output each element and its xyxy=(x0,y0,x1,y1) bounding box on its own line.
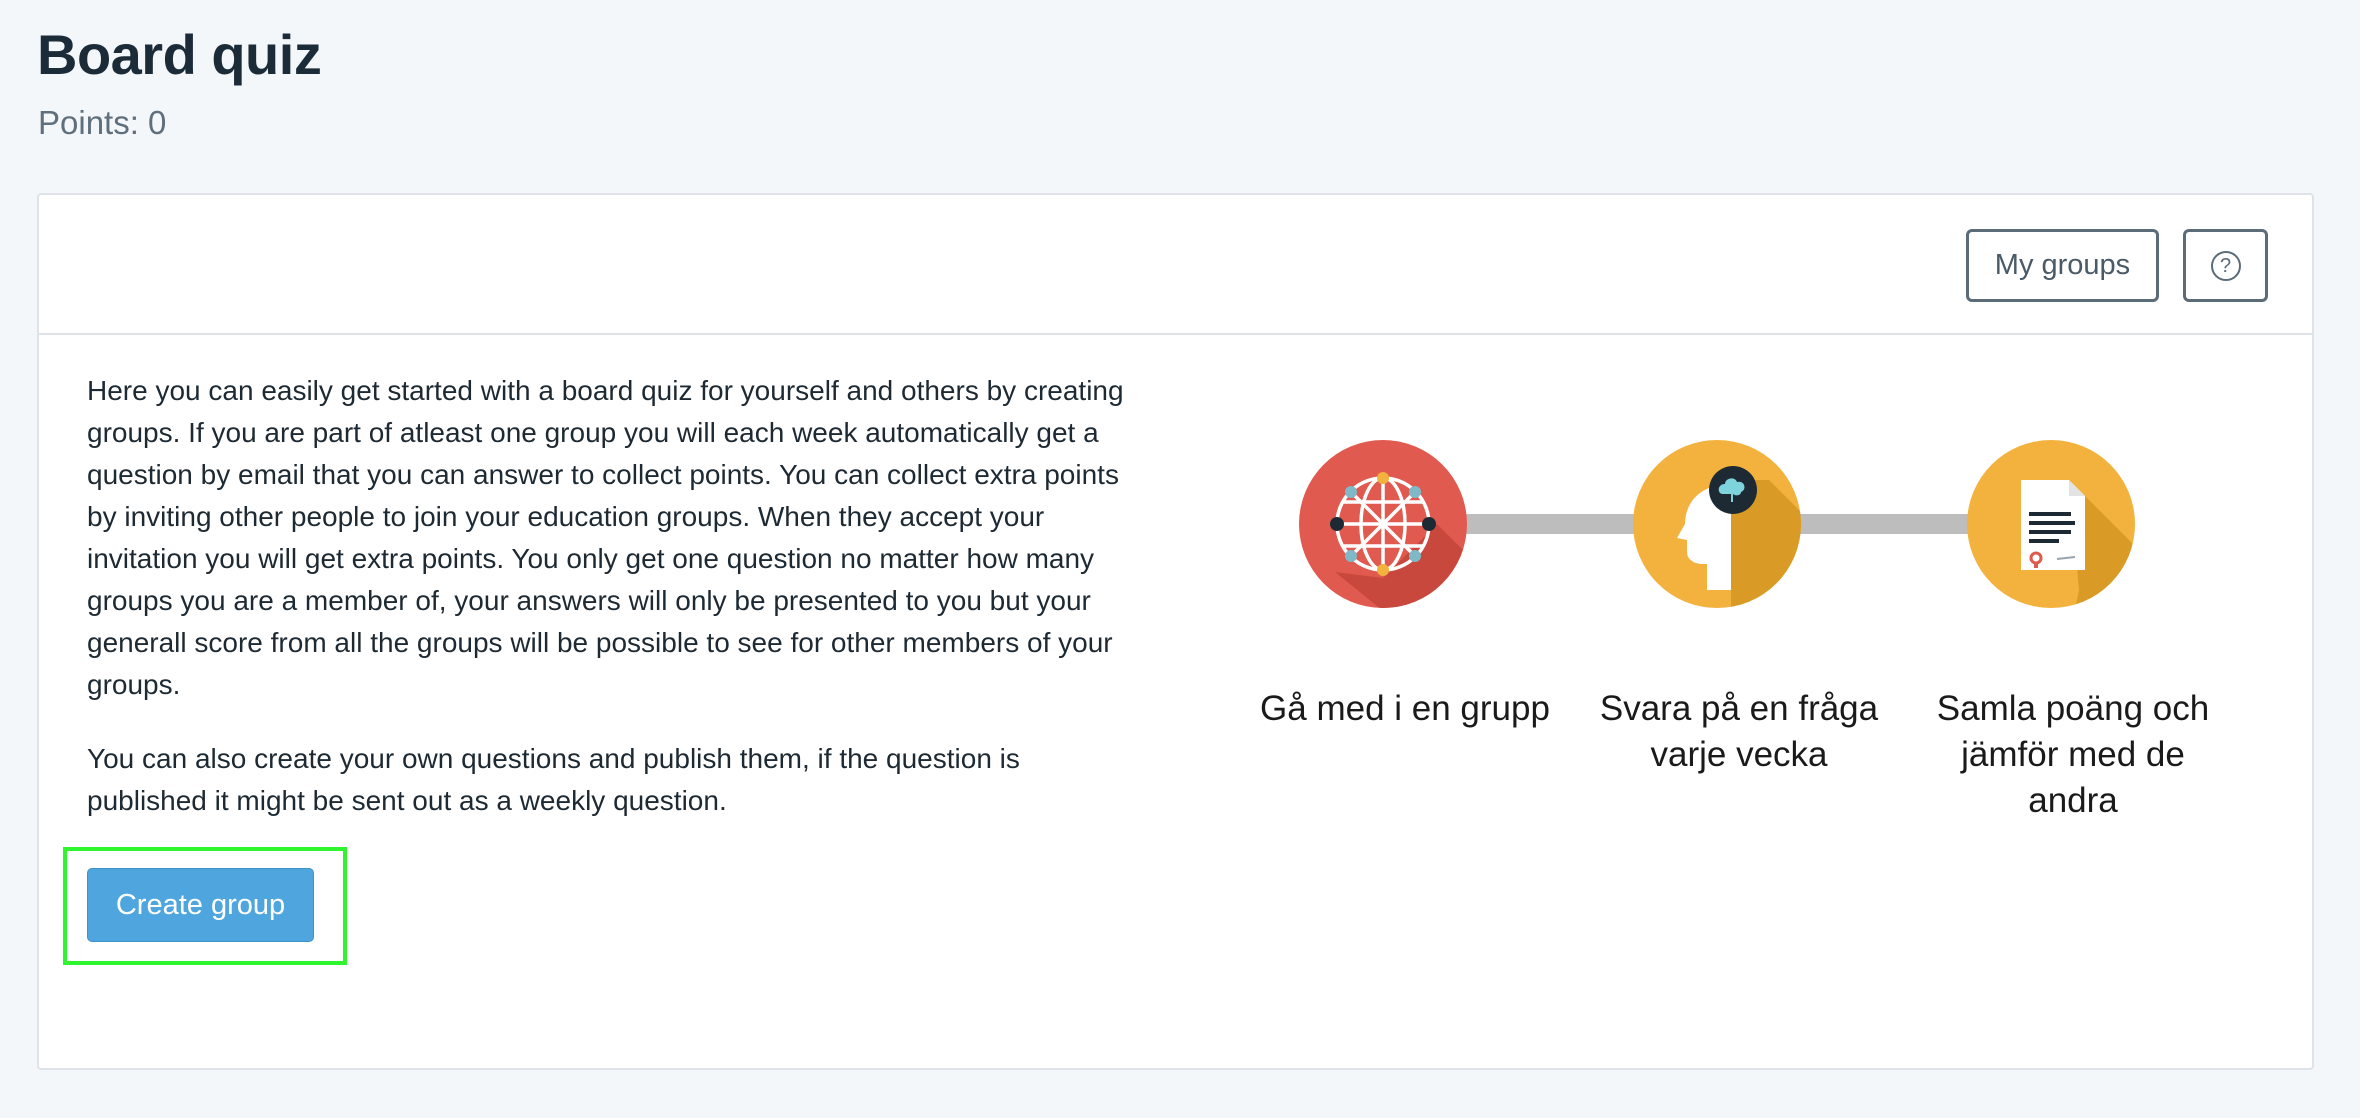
steps-illustration xyxy=(1299,440,2219,640)
quiz-card xyxy=(37,193,2314,1070)
create-group-button[interactable]: Create group xyxy=(87,868,314,942)
help-button[interactable] xyxy=(2183,229,2268,302)
step-label-answer-question: Svara på en fråga varje vecka xyxy=(1599,689,1879,774)
points-counter: Points: 0 xyxy=(38,104,167,141)
intro-paragraph: You can also create your own questions and publish them, if the question is published it might be sent out as a weekly question. xyxy=(87,743,1020,816)
step-label-join-group: Gå med i en grupp xyxy=(1260,689,1550,728)
intro-text xyxy=(87,370,1147,854)
help-icon: ? xyxy=(2211,251,2241,281)
page-title: Board quiz xyxy=(37,23,322,86)
globe-network-icon xyxy=(1299,440,1499,640)
my-groups-button[interactable]: My groups xyxy=(1966,229,2159,302)
head-thought-icon xyxy=(1633,440,1839,640)
intro-paragraph: Here you can easily get started with a board quiz for yourself and others by creating groups. If you are part of atleast one group you will each week automatically get a question by email that you can answer to collect points. You can collect extra points by inviting other people to join your education groups. When they accept your invitation you will get extra points. You only get one question no matter how many groups you are a member of, your answers will only be presented to you but your generall score from all the groups will be possible to see for other members of your groups. xyxy=(87,375,1124,700)
step-label-collect-points: Samla poäng och jämför med de andra xyxy=(1936,689,2210,820)
certificate-document-icon xyxy=(1967,440,2159,640)
card-header xyxy=(39,195,2312,335)
